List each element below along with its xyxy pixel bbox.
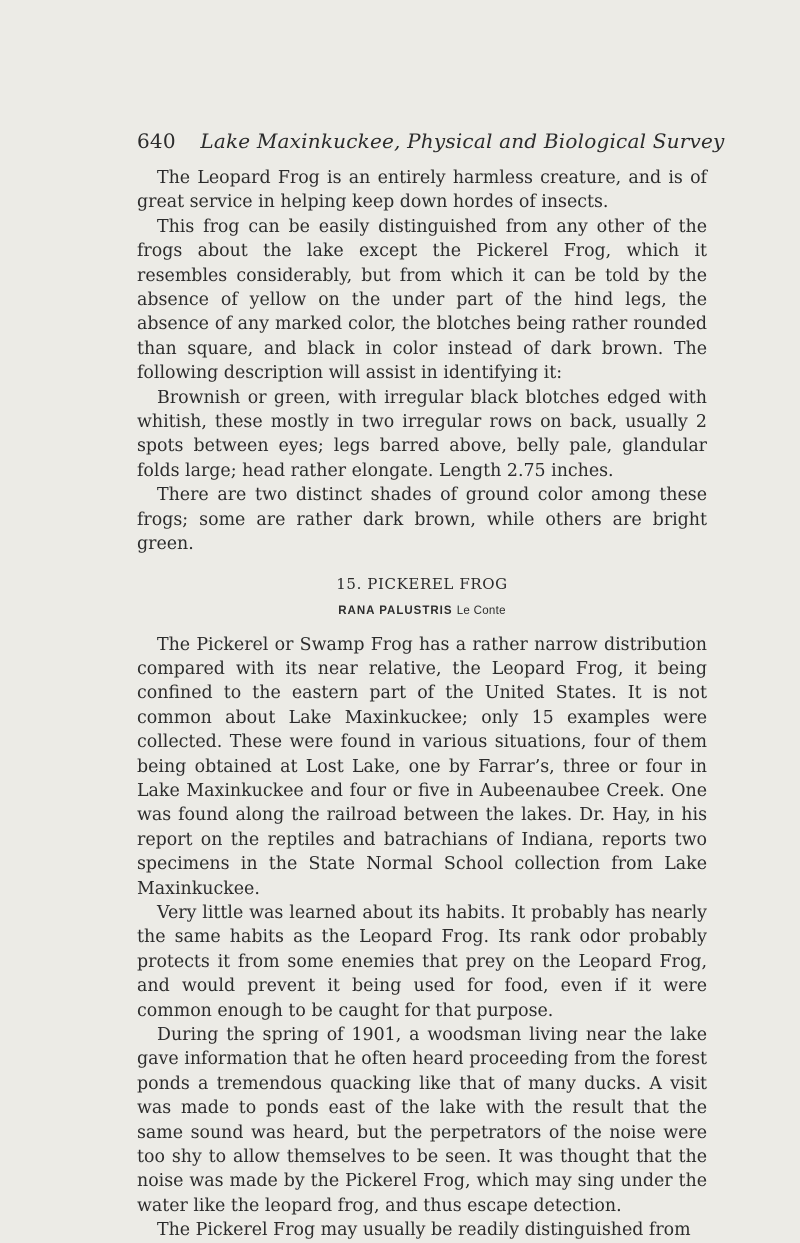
paragraph: Very little was learned about its habits. It probably has nearly the same habits as the Leopard Frog. Its rank odor probably protects it from some enemies that prey on the Leopard Frog, and would prevent it being used for food, even if it were common enough to be caught for that purpose. — [137, 902, 707, 1021]
species-name: RANA PALUSTRIS — [338, 604, 453, 617]
paragraph: The Pickerel Frog may usually be readily distinguished from — [157, 1220, 691, 1241]
species-author: Le Conte — [456, 604, 506, 617]
paragraph: Brownish or green, with irregular black blotches edged with whitish, these mostly in two irregular rows on back, usually 2 spots between eyes; legs barred above, belly pale, glandular folds large; head rather elongate. Length 2.75 inches. — [137, 387, 707, 481]
page-header — [137, 129, 725, 153]
paragraph: During the spring of 1901, a woodsman living near the lake gave information that he often heard proceeding from the forest ponds a tremendous quacking like that of many ducks. A visit was made to ponds east of the lake with the result that the same sound was heard, but the perpetrators of the noise were too shy to allow themselves to be seen. It was thought that the noise was made by the Pickerel Frog, which may sing under the water like the leopard frog, and thus escape detection. — [137, 1025, 707, 1216]
species-name-line — [137, 601, 707, 621]
paragraph: The Leopard Frog is an entirely harmless creature, and is of great service in helping keep down hordes of insects. — [137, 168, 707, 213]
running-title: Lake Maxinkuckee, Physical and Biological Survey — [200, 129, 725, 153]
section-title: 15. PICKEREL FROG — [336, 574, 508, 593]
paragraph: This frog can be easily distinguished from any other of the frogs about the lake except the Pickerel Frog, which it resembles considerably, but from which it can be told by the absence of yellow on the under part of the hind legs, the absence of any marked color, the blotches being rather rounded than square, and black in color instead of dark brown. The following description will assist in identifying it: — [137, 216, 707, 384]
page-number: 640 — [137, 129, 176, 153]
paragraph: The Pickerel or Swamp Frog has a rather narrow distribution compared with its near relative, the Leopard Frog, it being confined to the eastern part of the United States. It is not common about Lake Maxinkuckee; only 15 examples were collected. These were found in various situations, four of them being obtained at Lost Lake, one by Farrar’s, three or four in Lake Maxinkuckee and four or five in Aubeenaubee Creek. One was found along the railroad between the lakes. Dr. Hay, in his report on the reptiles and batrachians of Indiana, reports two specimens in the State Normal School collection from Lake Maxinkuckee. — [137, 634, 707, 899]
page-body — [137, 166, 707, 1243]
paragraph: There are two distinct shades of ground color among these frogs; some are rather dark brown, while others are bright green. — [137, 485, 707, 555]
